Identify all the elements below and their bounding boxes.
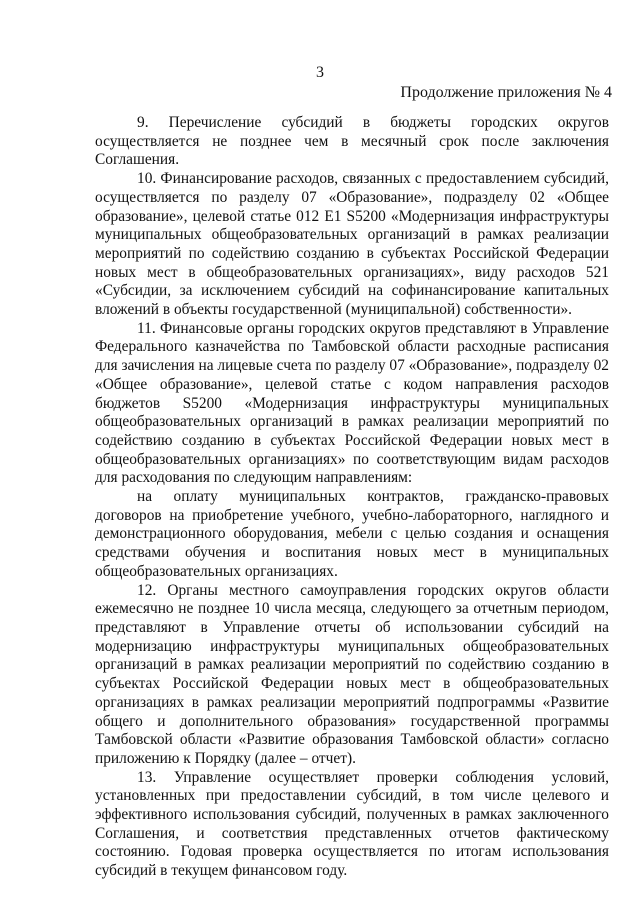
paragraph-11-direction: на оплату муниципальных контрактов, гражданско-правовых договоров на приобретение учебного, учебно-лабораторного, наглядного и демонстрационного оборудования, мебели с целью создания и оснащения средствами обучения и воспитания новых мест в муниципальных общеобразовательных организациях. [95,488,609,580]
page-number: 3 [316,64,324,81]
appendix-caption: Продолжение приложения № 4 [400,84,612,101]
paragraph-12: 12. Органы местного самоуправления городских округов области ежемесячно не позднее 10 числа месяца, следующего за отчетным периодом, представляют в Управление отчеты об использовании субсидий на модернизацию инфраструктуры муниципальных общеобразовательных организаций в рамках реализации мероприятий по содействию созданию в субъектах Российской Федерации новых мест в общеобразовательных организациях в рамках реализации мероприятий подпрограммы «Развитие общего и дополнительного образования» государственной программы Тамбовской области «Развитие образования Тамбовской области» согласно приложению к Порядку (далее – отчет). [95,581,609,767]
paragraph-11: 11. Финансовые органы городских округов представляют в Управление Федерального казначейства по Тамбовской области расходные расписания для зачисления на лицевые счета по разделу 07 «Образование», подразделу 02 «Общее образование», целевой статье с кодом направления расходов бюджетов S5200 «Модернизация инфраструктуры муниципальных общеобразовательных организаций в рамках реализации мероприятий по содействию созданию в субъектах Российской Федерации новых мест в общеобразовательных организациях» по соответствующим видам расходов для расходования по следующим направлениям: [95,319,609,487]
paragraph-9: 9. Перечисление субсидий в бюджеты городских округов осуществляется не позднее чем в месячный срок после заключения Соглашения. [95,114,609,169]
paragraph-10: 10. Финансирование расходов, связанных с предоставлением субсидий, осуществляется по разделу 07 «Образование», подразделу 02 «Общее образование», целевой статье 012 Е1 S5200 «Модернизация инфраструктуры муниципальных общеобразовательных организаций в рамках реализации мероприятий по содействию созданию в субъектах Российской Федерации новых мест в общеобразовательных организациях», виду расходов 521 «Субсидии, за исключением субсидий на софинансирование капитальных вложений в объекты государственной (муниципальной) собственности». [95,170,609,319]
document-body [95,114,609,881]
paragraph-13: 13. Управление осуществляет проверки соблюдения условий, установленных при предоставлении субсидий, в том числе целевого и эффективного использования субсидий, полученных в рамках заключенного Соглашения, и соответствия представленных отчетов фактическому состоянию. Годовая проверка осуществляется по итогам использования субсидий в текущем финансовом году. [95,768,609,880]
